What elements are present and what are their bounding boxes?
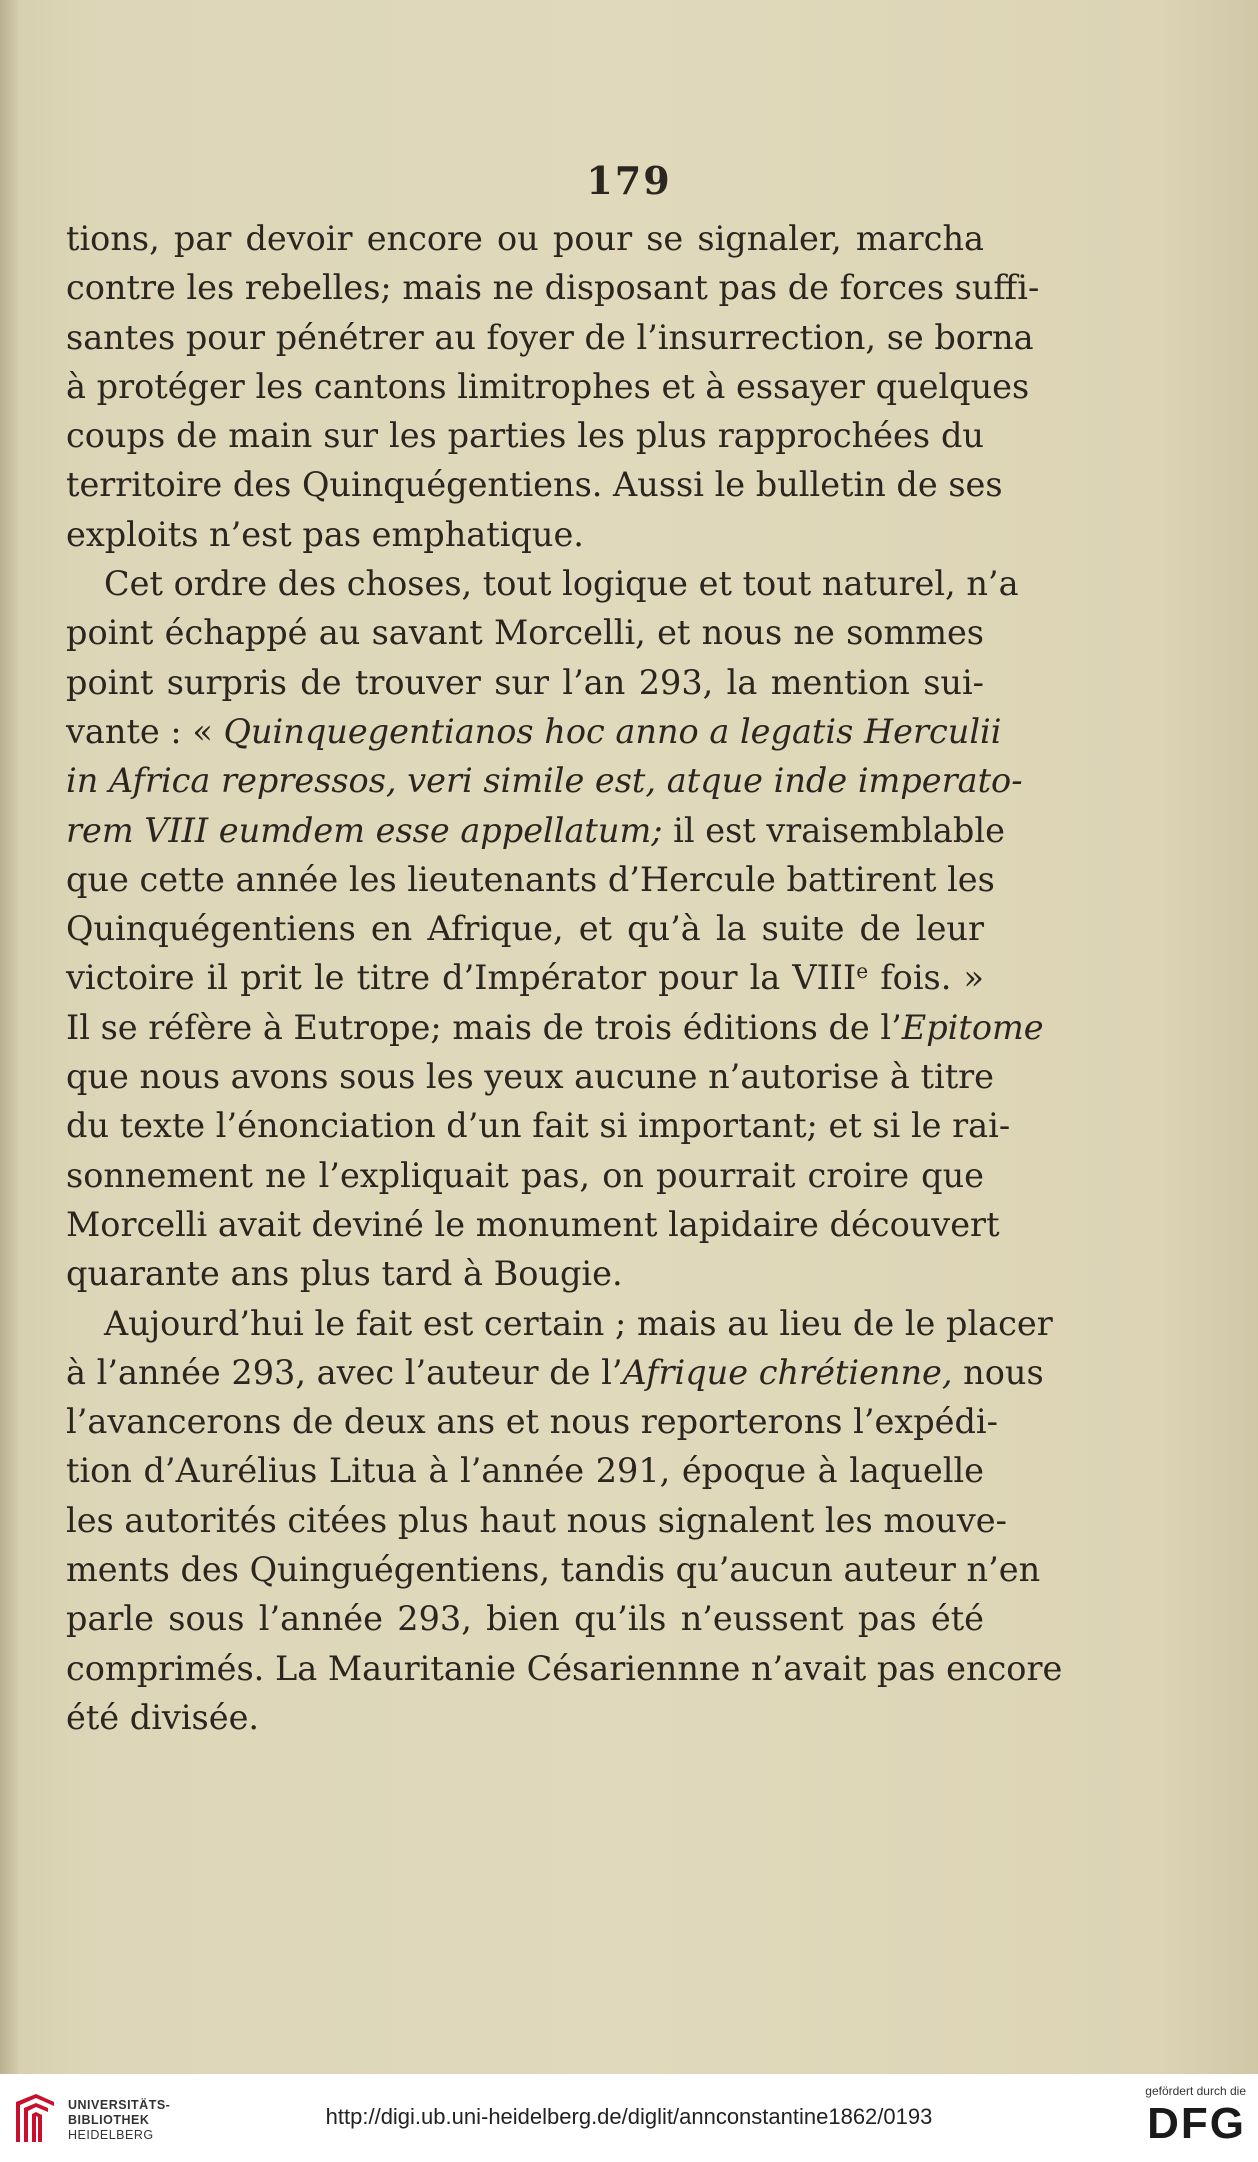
text-line: sonnement ne l’expliquait pas, on pourrait croire que [66, 1155, 984, 1195]
text-line: Cet ordre des choses, tout logique et tout naturel, n’a [104, 564, 1019, 604]
italic-run: rem VIII eumdem esse appellatum; [66, 810, 663, 850]
text-line [66, 806, 1005, 855]
text-line: santes pour pénétrer au foyer de l’insurrection, se borna [66, 317, 1034, 357]
dfg-logo-text: DFG [1147, 2099, 1246, 2148]
viewer-footer [0, 2074, 1258, 2162]
text-line: les autorités citées plus haut nous signalent les mouve- [66, 1500, 1007, 1540]
page-number: 179 [586, 158, 672, 203]
text-line: Morcelli avait deviné le monument lapidaire découvert [66, 1204, 1000, 1244]
text-line [66, 1003, 1044, 1052]
text-run: il est vraisemblable [662, 810, 1005, 850]
text-line: à protéger les cantons limitrophes et à essayer quelques [66, 366, 1030, 406]
text-run: fois. » [868, 958, 984, 998]
text-line: l’avancerons de deux ans et nous reporterons l’expédi- [66, 1402, 998, 1442]
text-line: tion d’Aurélius Litua à l’année 291, époque à laquelle [66, 1451, 984, 1491]
text-line: ments des Quinguégentiens, tandis qu’aucun auteur n’en [66, 1550, 1041, 1590]
text-line: comprimés. La Mauritanie Césariennne n’avait pas encore [66, 1648, 1063, 1688]
text-line: du texte l’énonciation d’un fait si important; et si le rai- [66, 1106, 1011, 1146]
text-line: quarante ans plus tard à Bougie. [66, 1254, 623, 1294]
text-line [66, 953, 984, 1002]
text-line: in Africa repressos, veri simile est, atque inde imperato- [66, 761, 1023, 801]
text-line: point échappé au savant Morcelli, et nous ne sommes [66, 613, 984, 653]
text-line [66, 1348, 1044, 1397]
text-run: victoire il prit le titre d’Impérator pour la VIII [66, 958, 857, 998]
text-line: contre les rebelles; mais ne disposant pas de forces suffi- [66, 268, 1040, 308]
text-line: été divisée. [66, 1697, 260, 1737]
funding-logo[interactable] [1106, 2084, 1246, 2146]
text-run: à l’année 293, avec l’auteur de l’ [66, 1352, 623, 1392]
text-run: Il se réfère à Eutrope; mais de trois éditions de l’ [66, 1007, 902, 1047]
text-line [66, 707, 1002, 756]
library-name-line: UNIVERSITÄTS- [68, 2098, 171, 2112]
text-line: point surpris de trouver sur l’an 293, la mention sui- [66, 662, 984, 702]
permalink-url[interactable]: http://digi.ub.uni-heidelberg.de/diglit/annconstantine1862/0193 [325, 2104, 933, 2129]
superscript: e [856, 959, 869, 984]
library-name-line: BIBLIOTHEK [68, 2113, 150, 2127]
body-text [66, 214, 1063, 1742]
italic-run: Afrique chrétienne, [622, 1352, 953, 1392]
text-run: vante : « [66, 711, 224, 751]
text-line: tions, par devoir encore ou pour se signaler, marcha [66, 219, 984, 258]
text-line: que nous avons sous les yeux aucune n’autorise à titre [66, 1057, 994, 1097]
italic-run: Epitome [901, 1007, 1044, 1047]
funding-caption: gefördert durch die [1145, 2084, 1246, 2098]
page-gutter-shadow [0, 0, 18, 2074]
text-line: territoire des Quinquégentiens. Aussi le bulletin de ses [66, 465, 1003, 505]
text-line: que cette année les lieutenants d’Hercule battirent les [66, 859, 995, 899]
text-line: Aujourd’hui le fait est certain ; mais au lieu de le placer [104, 1303, 1053, 1343]
text-line: coups de main sur les parties les plus rapprochées du [66, 416, 984, 456]
text-run: nous [952, 1352, 1044, 1392]
text-line: Quinquégentiens en Afrique, et qu’à la suite de leur [66, 909, 984, 949]
text-line: exploits n’est pas emphatique. [66, 514, 584, 554]
italic-run: Quinquegentianos hoc anno a legatis Herculii [223, 711, 1002, 751]
text-line: parle sous l’année 293, bien qu’ils n’eussent pas été [66, 1599, 984, 1639]
library-name-line: HEIDELBERG [68, 2128, 154, 2142]
